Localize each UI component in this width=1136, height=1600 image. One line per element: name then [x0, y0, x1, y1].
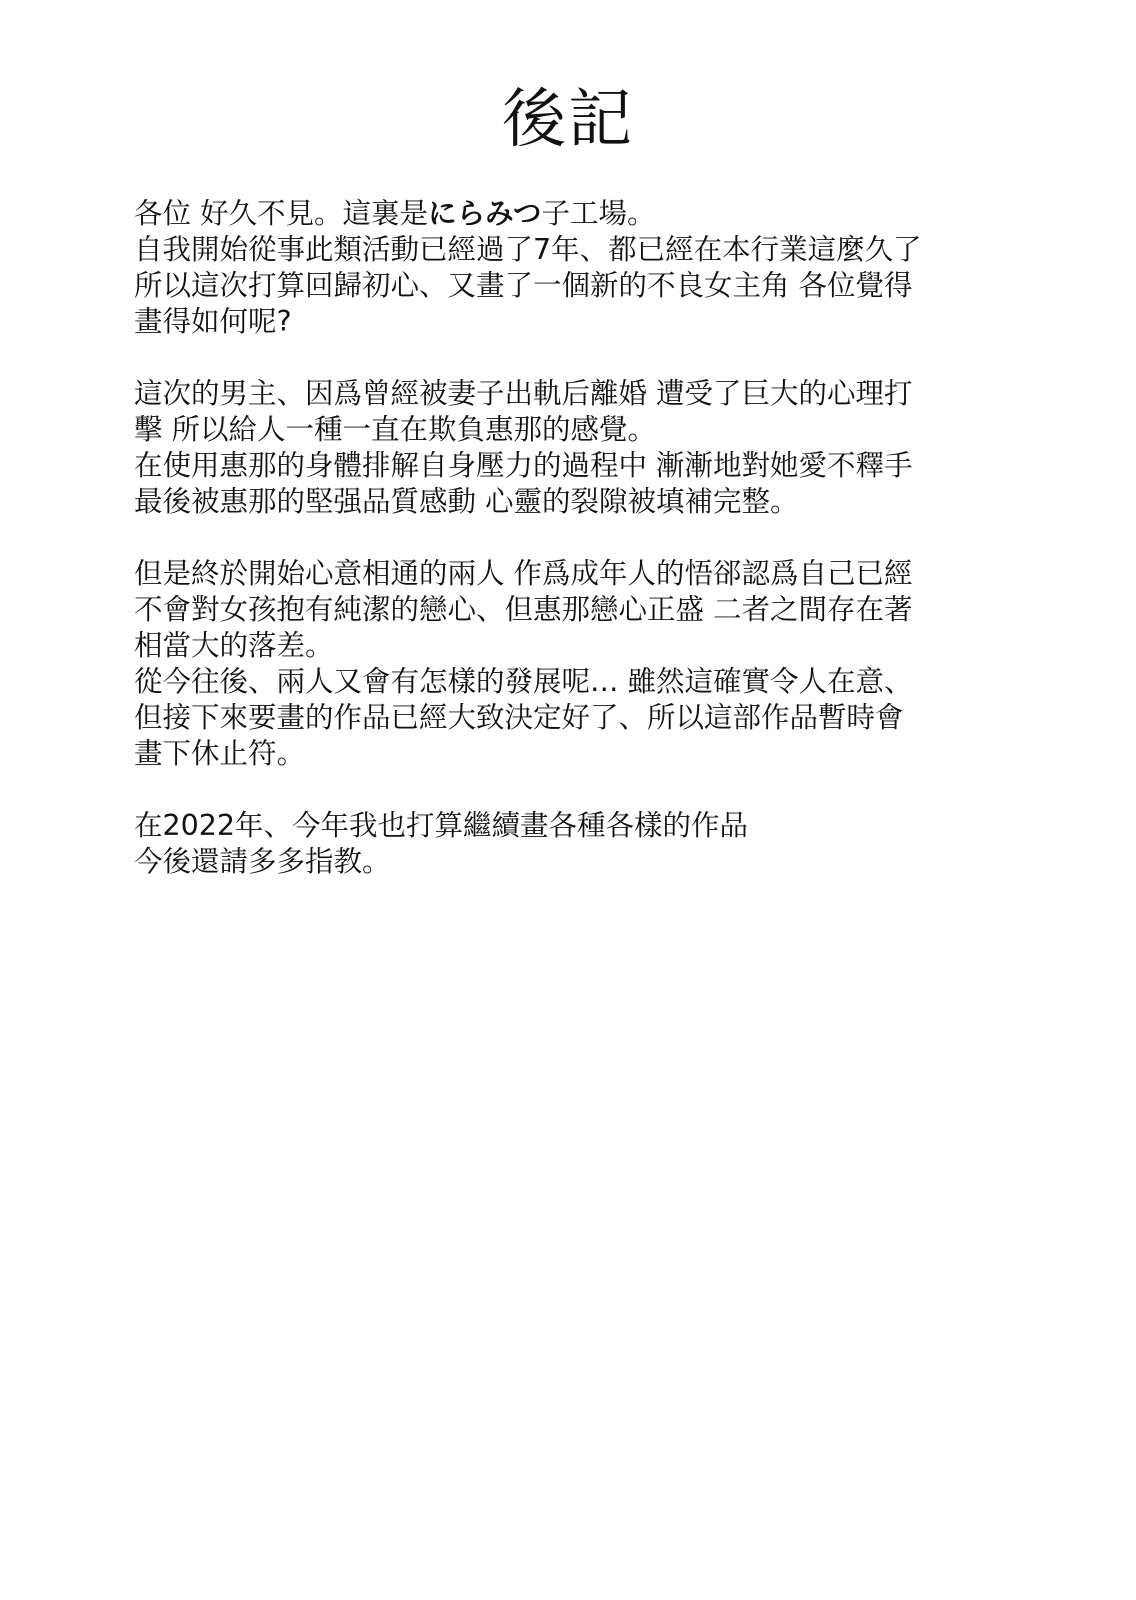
- text-line: 但是終於開始心意相通的兩人 作爲成年人的悟郤認爲自己已經: [134, 557, 913, 590]
- afterword-body: [134, 196, 1014, 880]
- text-line: 在使用惠那的身體排解自身壓力的過程中 漸漸地對她愛不釋手: [134, 449, 913, 482]
- text-line: 擊 所以給人一種一直在欺負惠那的感覺。: [134, 413, 657, 446]
- greeting-text-end: 子工場。: [541, 197, 656, 230]
- greeting-text: 各位 好久不見。這裏是: [134, 197, 429, 230]
- text-line: [134, 196, 1014, 232]
- text-line: 自我開始從事此類活動已經過了7年、都已經在本行業這麼久了: [134, 233, 922, 266]
- text-line: 所以這次打算回歸初心、又畫了一個新的不良女主角 各位覺得: [134, 269, 913, 302]
- text-line: 相當大的落差。: [134, 629, 334, 662]
- page-title: 後記: [502, 83, 634, 157]
- text-line: 不會對女孩抱有純潔的戀心、但惠那戀心正盛 二者之間存在著: [134, 593, 913, 626]
- text-line: 但接下來要畫的作品已經大致決定好了、所以這部作品暫時會: [134, 701, 904, 734]
- text-line: 從今往後、兩人又會有怎樣的發展呢… 雖然這確實令人在意、: [134, 665, 913, 698]
- paragraph-gap: [134, 772, 1014, 808]
- text-line: 今後還請多多指教。: [134, 845, 391, 878]
- text-line: 畫下休止符。: [134, 737, 306, 770]
- text-line: 畫得如何呢?: [134, 305, 292, 338]
- circle-name: にらみつ: [428, 197, 542, 230]
- paragraph-gap: [134, 520, 1014, 556]
- text-line: 在2022年、今年我也打算繼續畫各種各樣的作品: [134, 809, 749, 842]
- text-line: 這次的男主、因爲曾經被妻子出軌后離婚 遭受了巨大的心理打: [134, 377, 913, 410]
- paragraph-gap: [134, 340, 1014, 376]
- text-line: 最後被惠那的堅强品質感動 心靈的裂隙被填補完整。: [134, 485, 799, 518]
